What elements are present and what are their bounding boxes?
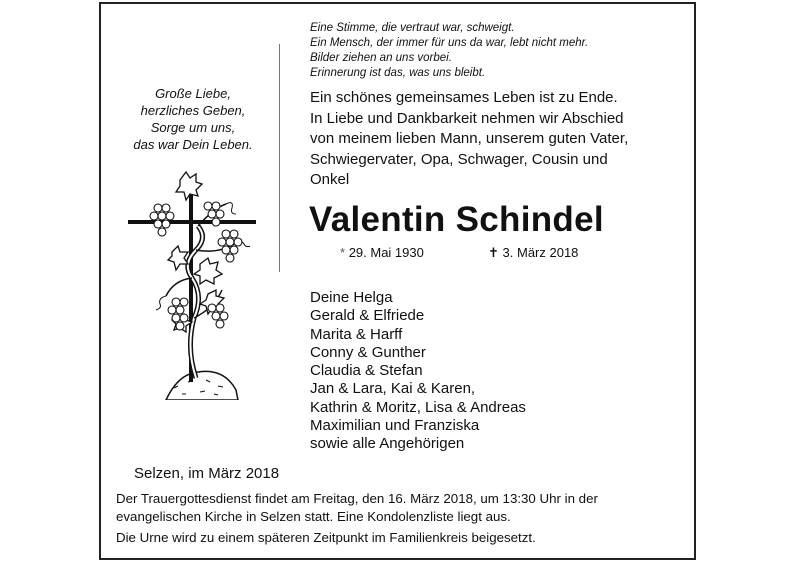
poem [310, 21, 588, 81]
poem-line: Ein Mensch, der immer für uns da war, lebt nicht mehr. [310, 37, 589, 49]
intro-line: von meinem lieben Mann, unserem guten Vater, [310, 130, 629, 147]
poem-line: Bilder ziehen an uns vorbei. [310, 52, 452, 64]
death-cross-icon: ✝ [488, 245, 499, 260]
family-line: Conny & Gunther [310, 343, 426, 361]
death-date-text: 3. März 2018 [502, 245, 579, 260]
poem-line: Erinnerung ist das, was uns bleibt. [310, 67, 486, 79]
family-line: Jan & Lara, Kai & Karen, [310, 380, 476, 398]
motto [118, 85, 268, 153]
motto-line: Große Liebe, [155, 86, 231, 101]
birth-star-icon: * [340, 245, 346, 260]
life-dates [340, 245, 578, 261]
family-line: sowie alle Angehörigen [310, 435, 465, 453]
intro-line: Onkel [310, 171, 350, 188]
service-info: Der Trauergottesdienst findet am Freitag, den 16. März 2018, um 13:30 Uhr in der evangelischen Kirche in Selzen statt. Eine Kondolenzliste liegt aus. [116, 491, 598, 524]
family-line: Kathrin & Moritz, Lisa & Andreas [310, 398, 526, 416]
urn-note: Die Urne wird zu einem späteren Zeitpunkt im Familienkreis beigesetzt. [116, 530, 536, 545]
place-date: Selzen, im März 2018 [134, 465, 280, 482]
birth-date-text: 29. Mai 1930 [348, 245, 424, 260]
family-line: Marita & Harff [310, 325, 403, 343]
death-date [488, 245, 578, 261]
motto-line: herzliches Geben, [140, 103, 246, 118]
motto-line: das war Dein Leben. [133, 137, 253, 152]
divider-line [279, 44, 280, 272]
cross-with-grapevine-icon [126, 168, 258, 400]
birth-date [340, 245, 488, 260]
intro-text [310, 88, 628, 191]
family-list [310, 289, 526, 454]
intro-line: Schwiegervater, Opa, Schwager, Cousin und [310, 150, 608, 168]
family-line: Claudia & Stefan [310, 362, 423, 380]
intro-line: In Liebe und Dankbarkeit nehmen wir Abschied [310, 109, 624, 127]
poem-line: Eine Stimme, die vertraut war, schweigt. [310, 22, 515, 34]
family-line: Maximilian und Franziska [310, 417, 480, 435]
intro-line: Ein schönes gemeinsames Leben ist zu Ende. [310, 89, 618, 106]
motto-line: Sorge um uns, [150, 120, 236, 135]
deceased-name: Valentin Schindel [309, 200, 604, 239]
family-line: Deine Helga [310, 289, 393, 306]
family-line: Gerald & Elfriede [310, 307, 425, 325]
